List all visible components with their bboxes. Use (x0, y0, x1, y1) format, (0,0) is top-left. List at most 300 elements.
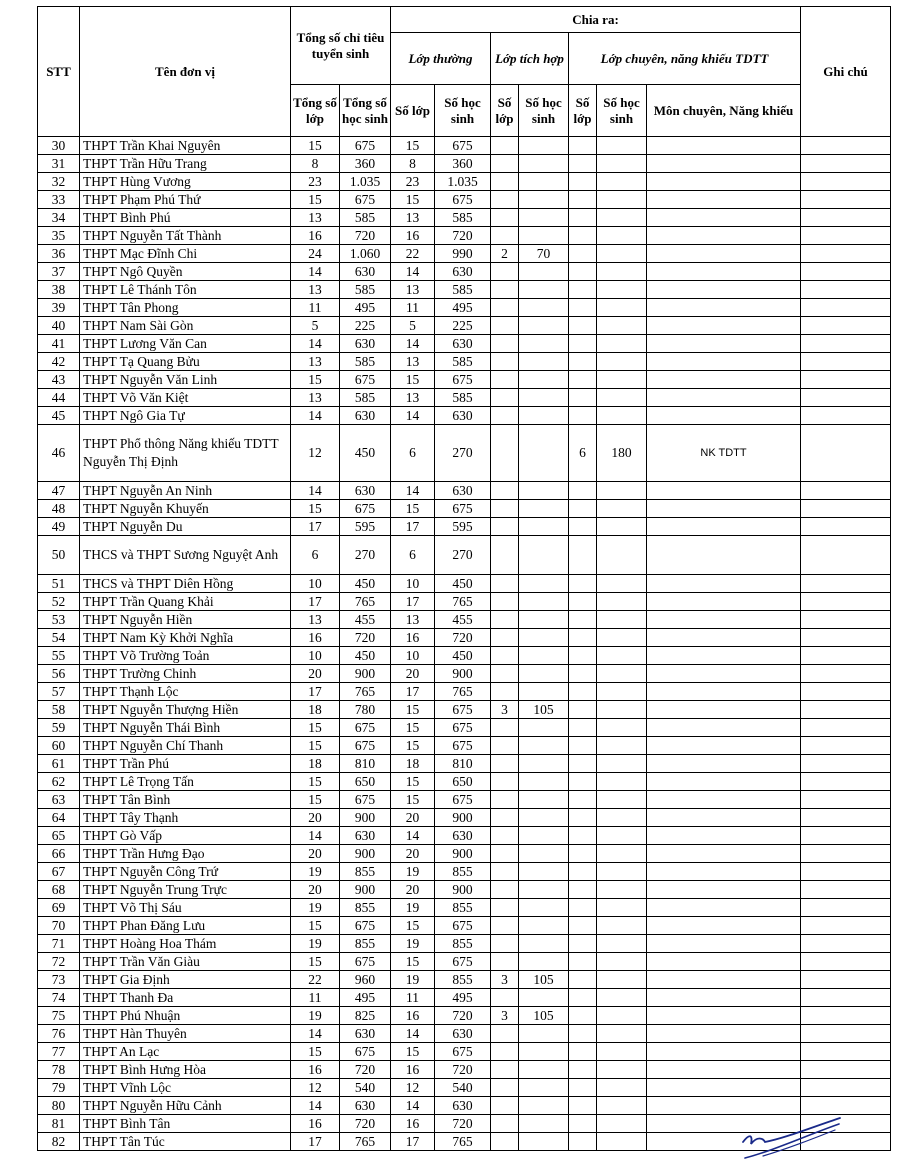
cell-chuyen-so-hoc-sinh (597, 647, 647, 665)
cell-name: THPT Nguyễn Công Trứ (80, 863, 291, 881)
cell-tong-so-lop: 5 (291, 317, 340, 335)
cell-chuyen-so-hoc-sinh (597, 971, 647, 989)
table-row (38, 299, 891, 317)
cell-tong-so-lop: 12 (291, 425, 340, 482)
cell-name: THPT Trần Quang Khải (80, 593, 291, 611)
cell-chuyen-so-lop (569, 827, 597, 845)
cell-tong-so-lop: 16 (291, 629, 340, 647)
cell-chuyen-so-lop (569, 500, 597, 518)
cell-tong-so-hoc-sinh: 495 (340, 989, 391, 1007)
cell-chuyen-so-lop (569, 863, 597, 881)
cell-tong-so-lop: 19 (291, 899, 340, 917)
cell-mon-chuyen (647, 917, 801, 935)
cell-chuyen-so-lop (569, 737, 597, 755)
cell-chuyen-so-lop (569, 773, 597, 791)
cell-mon-chuyen (647, 137, 801, 155)
cell-chuyen-so-hoc-sinh (597, 575, 647, 593)
cell-ghi-chu (801, 263, 891, 281)
cell-chuyen-so-hoc-sinh (597, 173, 647, 191)
cell-chuyen-so-lop (569, 482, 597, 500)
table-row (38, 1025, 891, 1043)
cell-tich-hop-so-hoc-sinh (519, 755, 569, 773)
cell-tong-so-lop: 14 (291, 482, 340, 500)
cell-tich-hop-so-lop (491, 1025, 519, 1043)
cell-ghi-chu (801, 173, 891, 191)
cell-tong-so-hoc-sinh: 780 (340, 701, 391, 719)
cell-tong-so-lop: 22 (291, 971, 340, 989)
cell-tong-so-hoc-sinh: 450 (340, 647, 391, 665)
cell-name: THPT Lê Trọng Tấn (80, 773, 291, 791)
cell-name: THPT Võ Thị Sáu (80, 899, 291, 917)
cell-mon-chuyen (647, 935, 801, 953)
cell-chuyen-so-lop (569, 755, 597, 773)
cell-tong-so-lop: 6 (291, 536, 340, 575)
cell-ghi-chu (801, 191, 891, 209)
cell-thuong-so-hoc-sinh: 675 (435, 917, 491, 935)
cell-tich-hop-so-lop (491, 845, 519, 863)
cell-stt: 82 (38, 1133, 80, 1151)
cell-name: THPT Nguyễn An Ninh (80, 482, 291, 500)
cell-tich-hop-so-hoc-sinh (519, 863, 569, 881)
cell-stt: 47 (38, 482, 80, 500)
table-row (38, 1079, 891, 1097)
cell-name: THPT Võ Trường Toản (80, 647, 291, 665)
cell-chuyen-so-hoc-sinh (597, 407, 647, 425)
cell-ghi-chu (801, 629, 891, 647)
cell-thuong-so-lop: 16 (391, 227, 435, 245)
cell-tich-hop-so-hoc-sinh (519, 299, 569, 317)
cell-thuong-so-hoc-sinh: 630 (435, 1025, 491, 1043)
header-chuyen-so-hoc-sinh: Số học sinh (597, 85, 647, 137)
cell-ghi-chu (801, 371, 891, 389)
cell-thuong-so-lop: 13 (391, 611, 435, 629)
cell-tich-hop-so-hoc-sinh (519, 989, 569, 1007)
cell-name: THPT Tân Túc (80, 1133, 291, 1151)
cell-tich-hop-so-lop (491, 1097, 519, 1115)
cell-name: THPT Phan Đăng Lưu (80, 917, 291, 935)
table-row (38, 773, 891, 791)
cell-tich-hop-so-lop (491, 737, 519, 755)
cell-tong-so-lop: 13 (291, 281, 340, 299)
table-row (38, 137, 891, 155)
cell-stt: 42 (38, 353, 80, 371)
cell-tong-so-hoc-sinh: 855 (340, 899, 391, 917)
cell-stt: 46 (38, 425, 80, 482)
cell-tong-so-lop: 14 (291, 407, 340, 425)
cell-thuong-so-hoc-sinh: 675 (435, 953, 491, 971)
cell-ghi-chu (801, 425, 891, 482)
cell-thuong-so-hoc-sinh: 225 (435, 317, 491, 335)
cell-thuong-so-hoc-sinh: 720 (435, 1115, 491, 1133)
cell-thuong-so-hoc-sinh: 630 (435, 263, 491, 281)
cell-tich-hop-so-lop (491, 482, 519, 500)
cell-name: THPT Trần Khai Nguyên (80, 137, 291, 155)
cell-ghi-chu (801, 299, 891, 317)
cell-chuyen-so-hoc-sinh (597, 335, 647, 353)
cell-ghi-chu (801, 845, 891, 863)
cell-tich-hop-so-lop (491, 647, 519, 665)
cell-ghi-chu (801, 407, 891, 425)
cell-chuyen-so-lop (569, 389, 597, 407)
cell-stt: 54 (38, 629, 80, 647)
cell-thuong-so-hoc-sinh: 675 (435, 137, 491, 155)
cell-thuong-so-lop: 15 (391, 737, 435, 755)
cell-thuong-so-lop: 16 (391, 1007, 435, 1025)
cell-stt: 73 (38, 971, 80, 989)
cell-thuong-so-hoc-sinh: 720 (435, 227, 491, 245)
cell-ghi-chu (801, 518, 891, 536)
cell-thuong-so-hoc-sinh: 675 (435, 737, 491, 755)
cell-tich-hop-so-lop (491, 500, 519, 518)
cell-tong-so-hoc-sinh: 630 (340, 1025, 391, 1043)
cell-name: THPT Ngô Gia Tự (80, 407, 291, 425)
cell-tich-hop-so-hoc-sinh (519, 665, 569, 683)
table-row (38, 317, 891, 335)
cell-tong-so-hoc-sinh: 595 (340, 518, 391, 536)
cell-ghi-chu (801, 1079, 891, 1097)
cell-name: THPT Lương Văn Can (80, 335, 291, 353)
header-tong-chi-tieu: Tổng số chỉ tiêu tuyển sinh (291, 7, 391, 85)
cell-tong-so-lop: 15 (291, 719, 340, 737)
cell-tich-hop-so-hoc-sinh (519, 137, 569, 155)
cell-tong-so-hoc-sinh: 270 (340, 536, 391, 575)
table-row (38, 335, 891, 353)
cell-stt: 32 (38, 173, 80, 191)
header-chia-ra: Chia ra: (391, 7, 801, 33)
cell-stt: 40 (38, 317, 80, 335)
cell-name: THPT Trần Phú (80, 755, 291, 773)
cell-stt: 69 (38, 899, 80, 917)
cell-thuong-so-hoc-sinh: 900 (435, 881, 491, 899)
cell-tong-so-hoc-sinh: 675 (340, 191, 391, 209)
cell-ghi-chu (801, 863, 891, 881)
cell-tong-so-hoc-sinh: 585 (340, 353, 391, 371)
header-thuong-so-hoc-sinh: Số học sinh (435, 85, 491, 137)
table-row (38, 536, 891, 575)
cell-name: THPT Trần Văn Giàu (80, 953, 291, 971)
cell-chuyen-so-hoc-sinh (597, 593, 647, 611)
cell-tich-hop-so-hoc-sinh (519, 371, 569, 389)
cell-tong-so-lop: 24 (291, 245, 340, 263)
cell-thuong-so-hoc-sinh: 630 (435, 407, 491, 425)
cell-ghi-chu (801, 482, 891, 500)
cell-thuong-so-lop: 6 (391, 536, 435, 575)
cell-name: THPT Hàn Thuyên (80, 1025, 291, 1043)
cell-thuong-so-lop: 11 (391, 299, 435, 317)
cell-stt: 43 (38, 371, 80, 389)
cell-tich-hop-so-hoc-sinh (519, 683, 569, 701)
cell-tong-so-hoc-sinh: 585 (340, 209, 391, 227)
table-row (38, 881, 891, 899)
cell-tich-hop-so-lop (491, 1133, 519, 1151)
header-tich-hop-so-hoc-sinh: Số học sinh (519, 85, 569, 137)
cell-chuyen-so-lop (569, 281, 597, 299)
cell-tich-hop-so-hoc-sinh (519, 335, 569, 353)
cell-ghi-chu (801, 899, 891, 917)
cell-thuong-so-lop: 6 (391, 425, 435, 482)
cell-tong-so-lop: 15 (291, 371, 340, 389)
cell-tich-hop-so-hoc-sinh (519, 1133, 569, 1151)
cell-mon-chuyen (647, 629, 801, 647)
cell-thuong-so-hoc-sinh: 720 (435, 1007, 491, 1025)
cell-tich-hop-so-lop (491, 227, 519, 245)
cell-chuyen-so-hoc-sinh (597, 353, 647, 371)
cell-tich-hop-so-lop (491, 137, 519, 155)
cell-tich-hop-so-hoc-sinh (519, 317, 569, 335)
cell-thuong-so-lop: 15 (391, 953, 435, 971)
cell-chuyen-so-lop (569, 989, 597, 1007)
cell-thuong-so-lop: 17 (391, 518, 435, 536)
cell-stt: 44 (38, 389, 80, 407)
cell-chuyen-so-hoc-sinh (597, 809, 647, 827)
table-row (38, 575, 891, 593)
cell-name: THPT Nguyễn Tất Thành (80, 227, 291, 245)
cell-tong-so-lop: 19 (291, 935, 340, 953)
header-ghi-chu: Ghi chú (801, 7, 891, 137)
cell-ghi-chu (801, 719, 891, 737)
cell-ghi-chu (801, 665, 891, 683)
cell-tich-hop-so-lop (491, 593, 519, 611)
cell-thuong-so-hoc-sinh: 585 (435, 389, 491, 407)
cell-mon-chuyen (647, 1025, 801, 1043)
table-row (38, 611, 891, 629)
cell-tich-hop-so-hoc-sinh: 70 (519, 245, 569, 263)
table-row (38, 701, 891, 719)
cell-thuong-so-lop: 20 (391, 845, 435, 863)
cell-chuyen-so-lop (569, 209, 597, 227)
cell-tich-hop-so-lop (491, 791, 519, 809)
cell-tich-hop-so-hoc-sinh (519, 1061, 569, 1079)
cell-thuong-so-lop: 15 (391, 719, 435, 737)
cell-tong-so-lop: 20 (291, 809, 340, 827)
cell-mon-chuyen (647, 737, 801, 755)
cell-tong-so-lop: 15 (291, 791, 340, 809)
cell-thuong-so-hoc-sinh: 675 (435, 719, 491, 737)
cell-stt: 68 (38, 881, 80, 899)
cell-chuyen-so-lop (569, 1133, 597, 1151)
cell-mon-chuyen (647, 407, 801, 425)
cell-mon-chuyen (647, 281, 801, 299)
cell-thuong-so-hoc-sinh: 810 (435, 755, 491, 773)
cell-mon-chuyen (647, 518, 801, 536)
cell-stt: 75 (38, 1007, 80, 1025)
cell-tong-so-hoc-sinh: 630 (340, 827, 391, 845)
table-row (38, 863, 891, 881)
cell-tong-so-hoc-sinh: 630 (340, 263, 391, 281)
cell-stt: 60 (38, 737, 80, 755)
cell-stt: 41 (38, 335, 80, 353)
cell-stt: 64 (38, 809, 80, 827)
cell-chuyen-so-lop (569, 1043, 597, 1061)
cell-mon-chuyen (647, 1061, 801, 1079)
table-row (38, 209, 891, 227)
header-tong-so-hoc-sinh: Tổng số học sinh (340, 85, 391, 137)
cell-thuong-so-lop: 11 (391, 989, 435, 1007)
table-row (38, 1007, 891, 1025)
cell-tong-so-lop: 11 (291, 989, 340, 1007)
cell-chuyen-so-lop (569, 935, 597, 953)
cell-mon-chuyen (647, 881, 801, 899)
cell-thuong-so-hoc-sinh: 900 (435, 809, 491, 827)
cell-mon-chuyen (647, 1007, 801, 1025)
cell-tong-so-hoc-sinh: 810 (340, 755, 391, 773)
cell-chuyen-so-lop (569, 518, 597, 536)
cell-tong-so-hoc-sinh: 765 (340, 593, 391, 611)
cell-mon-chuyen (647, 989, 801, 1007)
cell-tong-so-lop: 14 (291, 263, 340, 281)
cell-mon-chuyen (647, 191, 801, 209)
cell-thuong-so-lop: 20 (391, 809, 435, 827)
cell-ghi-chu (801, 881, 891, 899)
cell-stt: 57 (38, 683, 80, 701)
cell-name: THPT Võ Văn Kiệt (80, 389, 291, 407)
cell-name: THPT Bình Phú (80, 209, 291, 227)
cell-thuong-so-lop: 15 (391, 701, 435, 719)
cell-tich-hop-so-lop (491, 1061, 519, 1079)
cell-stt: 81 (38, 1115, 80, 1133)
cell-stt: 38 (38, 281, 80, 299)
cell-tich-hop-so-hoc-sinh (519, 425, 569, 482)
cell-stt: 48 (38, 500, 80, 518)
cell-chuyen-so-hoc-sinh (597, 155, 647, 173)
cell-chuyen-so-lop (569, 299, 597, 317)
table-row (38, 683, 891, 701)
cell-ghi-chu (801, 536, 891, 575)
cell-thuong-so-hoc-sinh: 450 (435, 575, 491, 593)
header-chuyen-so-lop: Số lớp (569, 85, 597, 137)
cell-tich-hop-so-lop (491, 899, 519, 917)
cell-tong-so-lop: 16 (291, 1115, 340, 1133)
cell-mon-chuyen (647, 1043, 801, 1061)
table-row (38, 263, 891, 281)
table-row (38, 719, 891, 737)
cell-chuyen-so-lop (569, 245, 597, 263)
cell-tong-so-lop: 13 (291, 353, 340, 371)
cell-tong-so-lop: 17 (291, 683, 340, 701)
cell-tong-so-lop: 10 (291, 647, 340, 665)
cell-name: THCS và THPT Diên Hồng (80, 575, 291, 593)
cell-mon-chuyen (647, 299, 801, 317)
cell-mon-chuyen (647, 647, 801, 665)
cell-stt: 70 (38, 917, 80, 935)
cell-chuyen-so-lop (569, 647, 597, 665)
cell-tong-so-hoc-sinh: 960 (340, 971, 391, 989)
cell-tich-hop-so-lop (491, 407, 519, 425)
cell-name: THPT Lê Thánh Tôn (80, 281, 291, 299)
cell-tich-hop-so-lop (491, 665, 519, 683)
header-tich-hop-so-lop: Số lớp (491, 85, 519, 137)
cell-tich-hop-so-hoc-sinh (519, 500, 569, 518)
table-row (38, 281, 891, 299)
table-row (38, 935, 891, 953)
cell-chuyen-so-lop (569, 353, 597, 371)
table-row (38, 482, 891, 500)
table-row (38, 629, 891, 647)
cell-chuyen-so-hoc-sinh (597, 1043, 647, 1061)
cell-tong-so-lop: 13 (291, 389, 340, 407)
cell-tich-hop-so-lop (491, 863, 519, 881)
cell-name: THPT Nguyễn Hiền (80, 611, 291, 629)
cell-stt: 76 (38, 1025, 80, 1043)
cell-chuyen-so-lop (569, 536, 597, 575)
cell-thuong-so-lop: 18 (391, 755, 435, 773)
cell-tong-so-lop: 11 (291, 299, 340, 317)
cell-tong-so-hoc-sinh: 450 (340, 575, 391, 593)
cell-thuong-so-hoc-sinh: 765 (435, 1133, 491, 1151)
cell-chuyen-so-hoc-sinh (597, 899, 647, 917)
cell-chuyen-so-lop (569, 791, 597, 809)
cell-thuong-so-hoc-sinh: 495 (435, 989, 491, 1007)
cell-tich-hop-so-lop (491, 1079, 519, 1097)
cell-mon-chuyen (647, 827, 801, 845)
cell-thuong-so-hoc-sinh: 720 (435, 1061, 491, 1079)
cell-chuyen-so-lop (569, 809, 597, 827)
cell-tong-so-hoc-sinh: 825 (340, 1007, 391, 1025)
cell-chuyen-so-lop (569, 1097, 597, 1115)
cell-ghi-chu (801, 389, 891, 407)
cell-stt: 63 (38, 791, 80, 809)
cell-stt: 79 (38, 1079, 80, 1097)
cell-chuyen-so-hoc-sinh (597, 317, 647, 335)
cell-ghi-chu (801, 353, 891, 371)
cell-tong-so-hoc-sinh: 585 (340, 389, 391, 407)
cell-stt: 50 (38, 536, 80, 575)
cell-mon-chuyen (647, 335, 801, 353)
cell-name: THPT Trường Chinh (80, 665, 291, 683)
cell-tong-so-lop: 14 (291, 335, 340, 353)
cell-tich-hop-so-lop (491, 263, 519, 281)
cell-chuyen-so-hoc-sinh (597, 917, 647, 935)
cell-tong-so-hoc-sinh: 900 (340, 845, 391, 863)
cell-mon-chuyen (647, 536, 801, 575)
cell-chuyen-so-hoc-sinh (597, 755, 647, 773)
cell-ghi-chu (801, 989, 891, 1007)
cell-tong-so-hoc-sinh: 675 (340, 137, 391, 155)
cell-mon-chuyen (647, 683, 801, 701)
cell-name: THPT Tân Phong (80, 299, 291, 317)
cell-tong-so-hoc-sinh: 1.060 (340, 245, 391, 263)
cell-name: THPT Nguyễn Du (80, 518, 291, 536)
cell-tong-so-hoc-sinh: 630 (340, 335, 391, 353)
cell-thuong-so-lop: 14 (391, 407, 435, 425)
cell-chuyen-so-hoc-sinh (597, 773, 647, 791)
cell-thuong-so-lop: 14 (391, 263, 435, 281)
cell-tich-hop-so-lop (491, 1115, 519, 1133)
cell-tong-so-hoc-sinh: 585 (340, 281, 391, 299)
cell-stt: 45 (38, 407, 80, 425)
cell-tich-hop-so-lop (491, 575, 519, 593)
cell-ghi-chu (801, 827, 891, 845)
cell-tong-so-hoc-sinh: 855 (340, 935, 391, 953)
cell-ghi-chu (801, 611, 891, 629)
cell-name: THPT Nam Sài Gòn (80, 317, 291, 335)
cell-tong-so-hoc-sinh: 495 (340, 299, 391, 317)
cell-tich-hop-so-hoc-sinh (519, 917, 569, 935)
cell-ghi-chu (801, 335, 891, 353)
cell-tich-hop-so-lop (491, 335, 519, 353)
cell-ghi-chu (801, 1025, 891, 1043)
cell-tich-hop-so-hoc-sinh (519, 827, 569, 845)
cell-chuyen-so-lop (569, 407, 597, 425)
cell-stt: 58 (38, 701, 80, 719)
cell-tich-hop-so-hoc-sinh (519, 281, 569, 299)
table-row (38, 173, 891, 191)
table-row (38, 425, 891, 482)
cell-mon-chuyen (647, 353, 801, 371)
cell-thuong-so-lop: 15 (391, 917, 435, 935)
cell-chuyen-so-lop (569, 191, 597, 209)
cell-tich-hop-so-lop (491, 281, 519, 299)
